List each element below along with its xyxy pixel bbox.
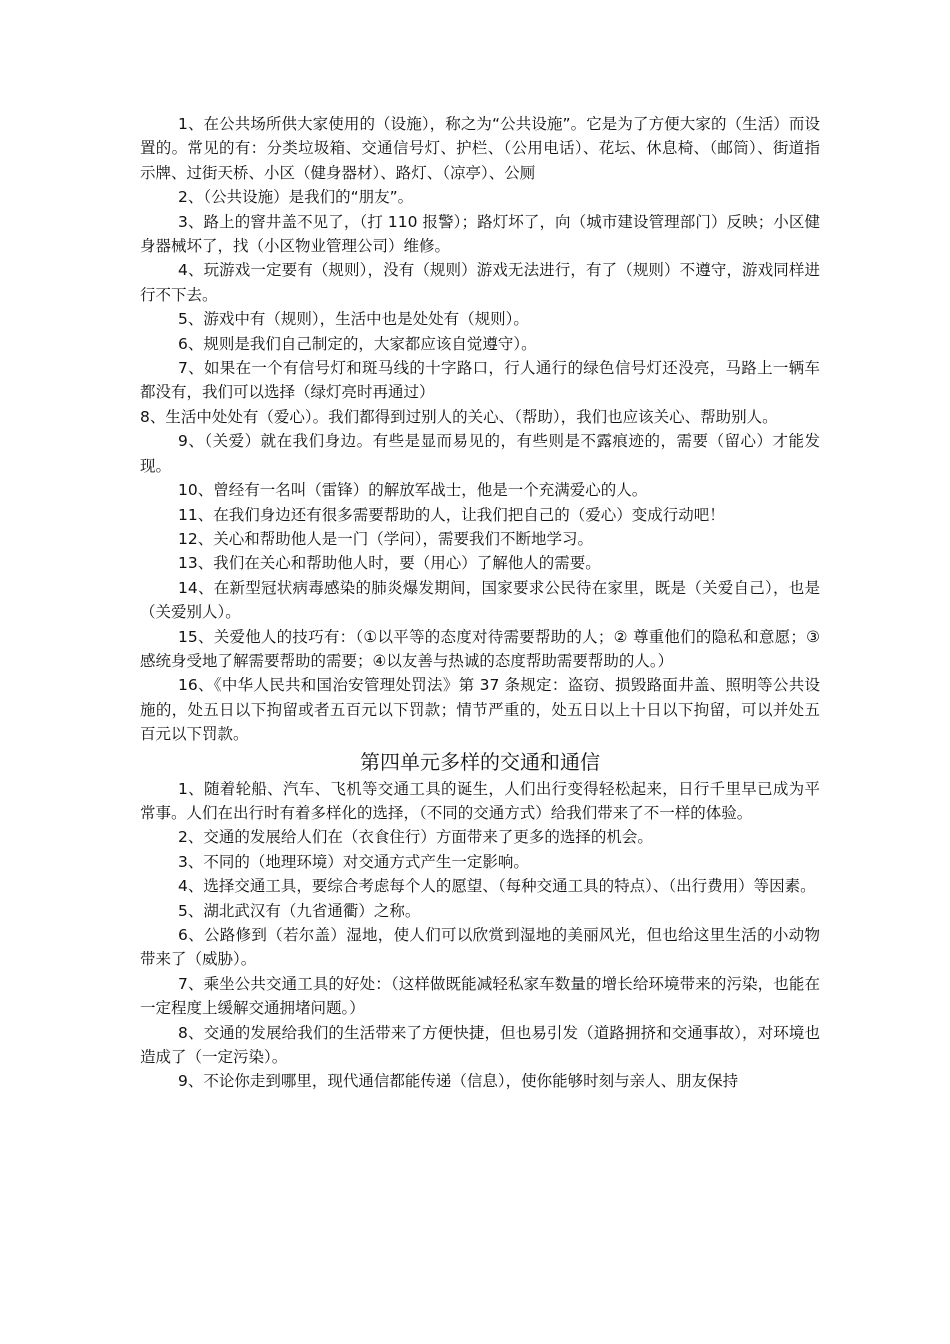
transport-paragraph-5: 5、湖北武汉有（九省通衢）之称。 [178,901,421,920]
paragraph-8: 8、生活中处处有（爱心）。我们都得到过别人的关心、（帮助），我们也应该关心、帮助别人。 [140,407,778,426]
transport-paragraph-9: 9、不论你走到哪里，现代通信都能传递（信息），使你能够时刻与亲人、朋友保持 [178,1072,739,1091]
paragraph-15: 15、关爱他人的技巧有：（①以平等的态度对待需要帮助的人；② 尊重他们的隐私和意愿；③ 感统身受地了解需要帮助的需要；④以友善与热诚的态度帮助需要帮助的人。） [140,627,820,670]
section-transport [140,777,820,1094]
transport-paragraph-1: 1、随着轮船、汽车、飞机等交通工具的诞生，人们出行变得轻松起来，日行千里早已成为平常事。人们在出行时有着多样化的选择，（不同的交通方式）给我们带来了不一样的体验。 [140,779,820,822]
paragraph-6: 6、规则是我们自己制定的，大家都应该自觉遵守）。 [178,334,537,353]
paragraph-2: 2、（公共设施）是我们的“朋友”。 [178,188,414,207]
paragraph-11: 11、在我们身边还有很多需要帮助的人，让我们把自己的（爱心）变成行动吧！ [178,505,725,524]
paragraph-3: 3、路上的窨井盖不见了，（打 110 报警）；路灯坏了，向（城市建设管理部门）反映；小区健身器械坏了，找（小区物业管理公司）维修。 [140,212,820,256]
paragraph-10: 10、曾经有一名叫（雷锋）的解放军战士，他是一个充满爱心的人。 [178,481,648,500]
transport-paragraph-4: 4、选择交通工具，要综合考虑每个人的愿望、（每种交通工具的特点）、（出行费用）等因素。 [178,877,816,896]
paragraph-7: 7、如果在一个有信号灯和斑马线的十字路口，行人通行的绿色信号灯还没亮，马路上一辆车都没有，我们可以选择（绿灯亮时再通过） [140,359,820,402]
section-public-facilities [140,112,820,747]
transport-paragraph-3: 3、不同的（地理环境）对交通方式产生一定影响。 [178,852,529,871]
paragraph-13: 13、我们在关心和帮助他人时，要（用心）了解他人的需要。 [178,554,601,573]
transport-paragraph-2: 2、交通的发展给人们在（衣食住行）方面带来了更多的选择的机会。 [178,828,653,847]
paragraph-4: 4、玩游戏一定要有（规则），没有（规则）游戏无法进行，有了（规则）不遵守，游戏同样进行不下去。 [140,261,820,304]
paragraph-9: 9、（关爱）就在我们身边。有些是显而易见的，有些则是不露痕迹的，需要（留心）才能发现。 [140,432,820,475]
paragraph-14: 14、在新型冠状病毒感染的肺炎爆发期间，国家要求公民待在家里，既是（关爱自己），也是（关爱别人）。 [140,578,820,622]
paragraph-12: 12、关心和帮助他人是一门（学问），需要我们不断地学习。 [178,529,593,548]
paragraph-16: 16、《中华人民共和国治安管理处罚法》第 37 条规定：盗窃、损毁路面井盖、照明等公共设施的，处五日以下拘留或者五百元以下罚款；情节严重的，处五日以上十日以下拘留，可以并处五百元以下罚款。 [140,676,820,744]
section-title: 第四单元多样的交通和通信 [360,749,600,774]
paragraph-5: 5、游戏中有（规则），生活中也是处处有（规则）。 [178,310,529,329]
document-page [140,112,820,1094]
transport-paragraph-6: 6、公路修到（若尔盖）湿地，使人们可以欣赏到湿地的美丽风光，但也给这里生活的小动物带来了（威胁）。 [140,926,820,969]
paragraph-1: 1、在公共场所供大家使用的（设施），称之为“公共设施”。它是为了方便大家的（生活）而设置的。常见的有：分类垃圾箱、交通信号灯、护栏、（公用电话）、花坛、休息椅、（邮筒）、街道指示牌、过街天桥、小区（健身器材）、路灯、（凉亭）、公厕 [140,115,820,182]
transport-paragraph-8: 8、交通的发展给我们的生活带来了方便快捷，但也易引发（道路拥挤和交通事故），对环境也造成了（一定污染）。 [140,1023,820,1067]
transport-paragraph-7: 7、乘坐公共交通工具的好处：（这样做既能减轻私家车数量的增长给环境带来的污染，也能在一定程度上缓解交通拥堵问题。） [140,974,820,1018]
